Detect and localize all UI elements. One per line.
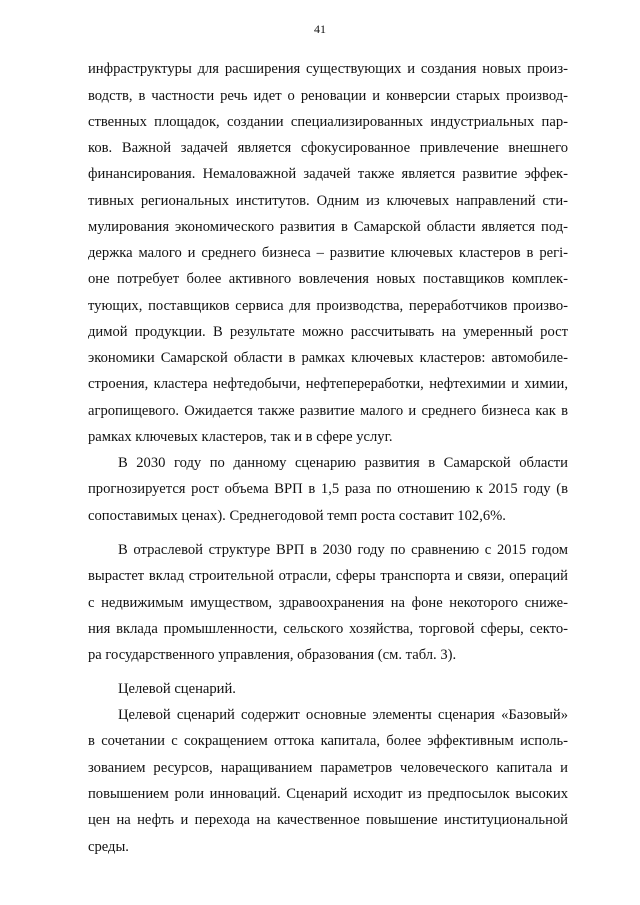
text-line: рамках ключевых кластеров, так и в сфере услуг. — [88, 429, 393, 445]
text-line: финансирования. Немаловажной задачей также является развитие эффек- — [88, 166, 568, 182]
text-line: с недвижимым имуществом, здравоохранения на фоне некоторого сниже- — [88, 595, 568, 611]
text-line: мулирования экономического развития в Самарской области является под- — [88, 219, 568, 235]
text-line: держка малого и среднего бизнеса – развитие ключевых кластеров в регі- — [88, 245, 568, 261]
text-line: инфраструктуры для расширения существующих и создания новых произ- — [88, 61, 568, 77]
text-line: димой продукции. В результате можно рассчитывать на умеренный рост — [88, 324, 568, 340]
text-line: В 2030 году по данному сценарию развития в Самарской области — [118, 455, 568, 471]
text-line: цен на нефть и перехода на качественное повышение институциональной — [88, 812, 568, 828]
text-line: среды. — [88, 839, 129, 855]
text-line: в сочетании с сокращением оттока капитала, более эффективным исполь- — [88, 733, 568, 749]
text-line: ственных площадок, создании специализированных индустриальных пар- — [88, 114, 568, 130]
text-line: тивных региональных институтов. Одним из ключевых направлений сти- — [88, 193, 568, 209]
text-line: агропищевого. Ожидается также развитие малого и среднего бизнеса как в — [88, 403, 568, 419]
text-line: В отраслевой структуре ВРП в 2030 году по сравнению с 2015 годом — [118, 542, 568, 558]
text-line: ра государственного управления, образования (см. табл. 3). — [88, 647, 457, 663]
text-line: прогнозируется рост объема ВРП в 1,5 раза по отношению к 2015 году (в — [88, 481, 568, 497]
text-line: зованием ресурсов, наращиванием параметров человеческого капитала и — [88, 760, 568, 776]
text-line: оне потребует более активного вовлечения новых поставщиков комплек- — [88, 271, 568, 287]
text-line: сопоставимых ценах). Среднегодовой темп роста составит 102,6%. — [88, 508, 506, 524]
text-line: тующих, поставщиков сервиса для производства, переработчиков произво- — [88, 298, 568, 314]
text-line: вырастет вклад строительной отрасли, сферы транспорта и связи, операций — [88, 568, 568, 584]
text-line: экономики Самарской области в рамках ключевых кластеров: автомобиле- — [88, 350, 568, 366]
section-heading: Целевой сценарий. — [118, 681, 236, 697]
text-line: водств, в частности речь идет о реновации и конверсии старых производ- — [88, 88, 568, 104]
text-line: Целевой сценарий содержит основные элементы сценария «Базовый» — [118, 707, 568, 723]
text-line: ния вклада промышленности, сельского хозяйства, торговой сферы, секто- — [88, 621, 568, 637]
text-line: повышением роли инноваций. Сценарий исходит из предпосылок высоких — [88, 786, 568, 802]
text-line: ков. Важной задачей является сфокусированное привлечение внешнего — [88, 140, 568, 156]
text-line: строения, кластера нефтедобычи, нефтепереработки, нефтехимии и химии, — [88, 376, 568, 392]
page-number: 41 — [314, 22, 326, 36]
